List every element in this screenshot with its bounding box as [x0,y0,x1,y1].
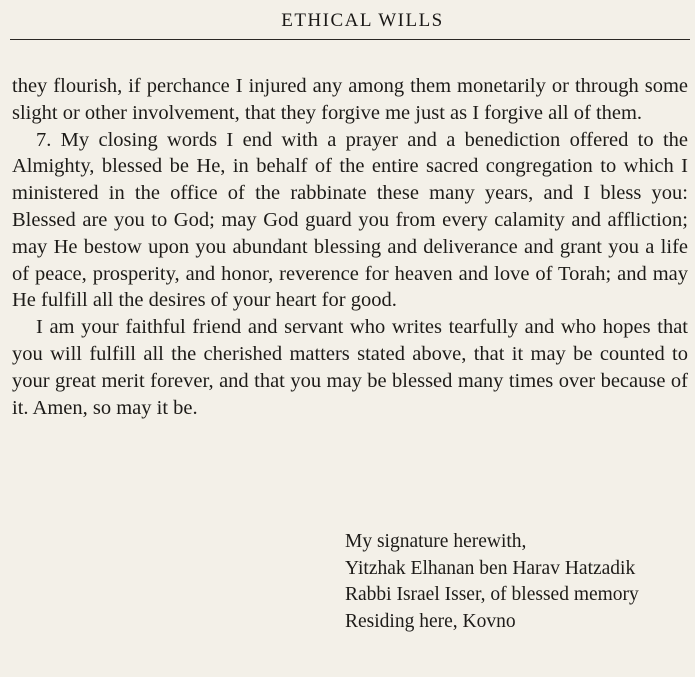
signature-line: Yitzhak Elhanan ben Harav Hatzadik [345,557,636,579]
running-header [0,10,695,32]
signature-block [345,529,690,635]
signature-line: Rabbi Israel Isser, of blessed memory [345,584,639,605]
paragraph-continuation: they flourish, if perchance I injured any among them monetarily or through some slight or other involvement, that they forgive me just as I forgive all of them. [12,75,688,124]
paragraph-closing-words: 7. My closing words I end with a prayer and a benediction offered to the Almighty, blessed be He, in behalf of the entire sacred congregation to which I ministered in the office of the rabbinate these many years, and I bless you: Blessed are you to God; may God guard you from every calamity and affliction; may He bestow upon you abundant blessing and deliverance and grant you a life of peace, prosperity, and honor, reverence for heaven and love of Torah; and may He fulfill all the desires of your heart for good. [12,128,688,312]
signature-line: My signature herewith, [345,531,527,552]
header-rule [10,39,690,40]
body-text [12,73,688,421]
paragraph-farewell: I am your faithful friend and servant who writes tearfully and who hopes that you will fulfill all the cherished matters stated above, that it may be counted to your great merit forever, and that you may be blessed many times over because of it. Amen, so may it be. [12,316,688,419]
signature-line: Residing here, Kovno [345,610,516,632]
running-header-title: ETHICAL WILLS [281,10,444,31]
